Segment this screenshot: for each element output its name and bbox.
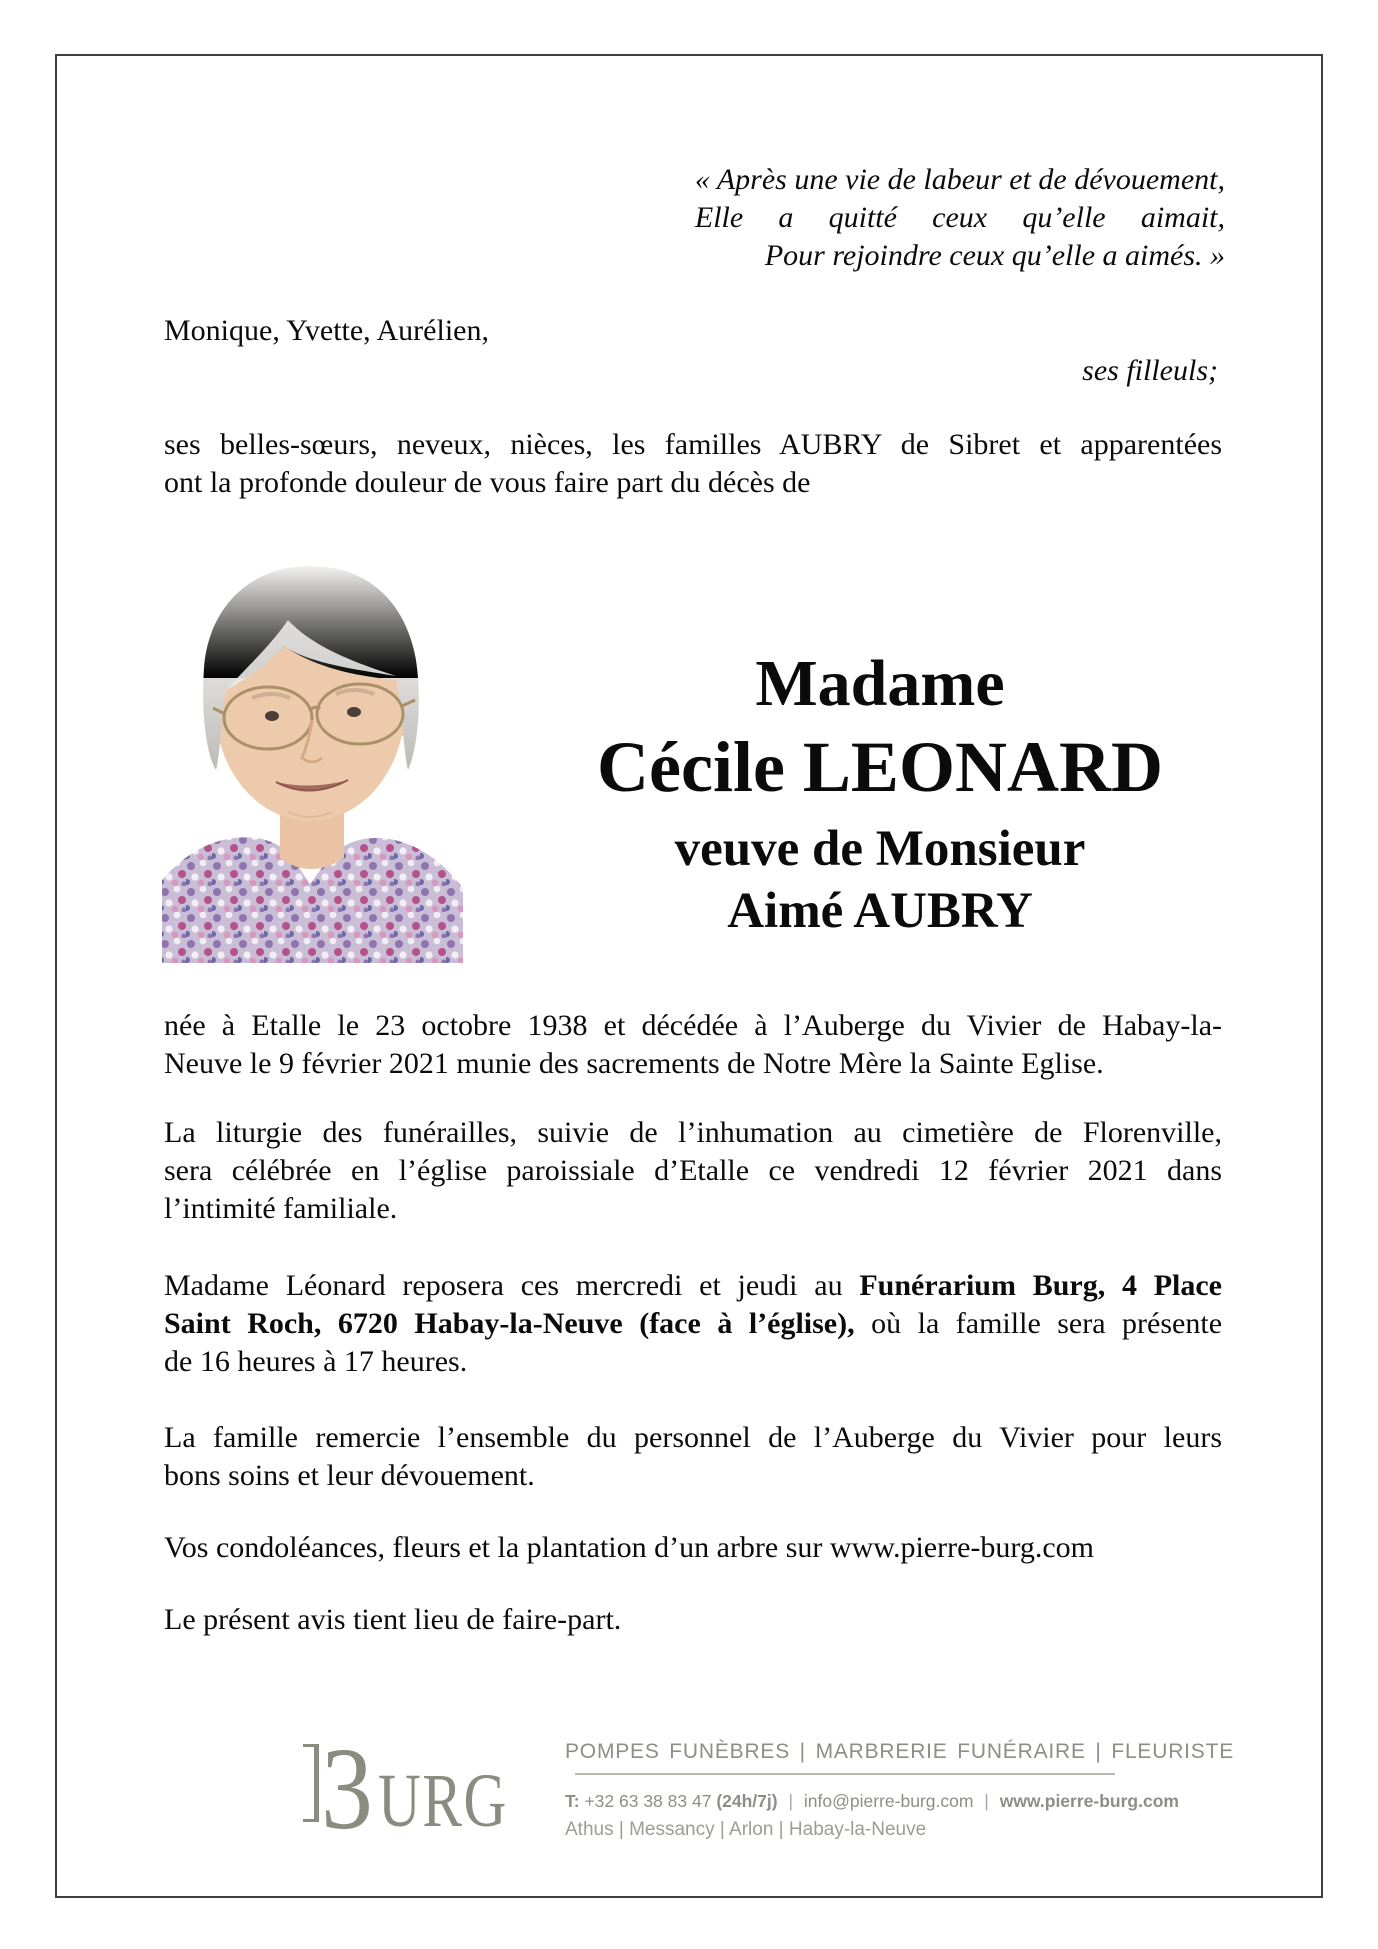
separator: | bbox=[984, 1791, 989, 1811]
paragraph-liturgy: La liturgie des funérailles, suivie de l’inhumation au cimetière de Florenville, sera célébrée en l’église paroissiale d’Etalle ce vendredi 12 février 2021 dans l’intimité familiale. bbox=[164, 1116, 1222, 1225]
godchildren-relation: ses filleuls; bbox=[1082, 354, 1218, 387]
footer-contact bbox=[565, 1791, 1179, 1812]
email-text: info@pierre-burg.com bbox=[803, 1791, 974, 1811]
phone-hours: (24h/7j) bbox=[716, 1791, 778, 1811]
deceased-title: Madame bbox=[755, 647, 1005, 720]
footer-divider bbox=[575, 1773, 1115, 1775]
portrait-photo bbox=[160, 548, 465, 963]
footer-services: POMPES FUNÈBRES | MARBRERIE FUNÉRAIRE | FLEURISTE bbox=[565, 1740, 1235, 1763]
portrait-illustration bbox=[160, 548, 465, 963]
website-text: www.pierre-burg.com bbox=[999, 1791, 1179, 1811]
logo-urg-text: URG bbox=[378, 1759, 508, 1843]
paragraph-thanks: La famille remercie l’ensemble du personnel de l’Auberge du Vivier pour leurs bons soins et leur dévouement. bbox=[164, 1421, 1222, 1492]
logo-b-glyph: 3 bbox=[321, 1723, 373, 1854]
deceased-name-block bbox=[530, 646, 1230, 942]
paragraph-notice: Le présent avis tient lieu de faire-part. bbox=[164, 1603, 622, 1636]
phone-label: T: bbox=[565, 1791, 580, 1811]
separator: | bbox=[788, 1791, 794, 1811]
announcement-paragraph: ses belles-sœurs, neveux, nièces, les familles AUBRY de Sibret et apparentées ont la profonde douleur de vous faire part du décès de bbox=[164, 428, 1222, 499]
footer-info-block bbox=[565, 1740, 1235, 1841]
phone-number: +32 63 38 83 47 bbox=[584, 1791, 712, 1811]
burg-logo bbox=[314, 1723, 529, 1854]
paragraph-repose: Madame Léonard reposera ces mercredi et jeudi au Funérarium Burg, 4 Place Saint Roch, 6720 Habay-la-Neuve (face à l’église), où la famille sera présente de 16 heures à 17 heures. bbox=[164, 1269, 1223, 1378]
godchildren-names: Monique, Yvette, Aurélien, bbox=[164, 314, 489, 347]
opening-quote: « Après une vie de labeur et de dévouement, Elle a quitté ceux qu’elle aimait, Pour rejoindre ceux qu’elle a aimés. » bbox=[694, 163, 1225, 272]
widow-line-2: Aimé AUBRY bbox=[727, 883, 1033, 939]
logo-bar-glyph bbox=[314, 1744, 319, 1822]
paragraph-birth-death: née à Etalle le 23 octobre 1938 et décédée à l’Auberge du Vivier de Habay-la- Neuve le 9 février 2021 munie des sacrements de Notre Mère la Sainte Eglise. bbox=[164, 1009, 1222, 1080]
paragraph-condolences: Vos condoléances, fleurs et la plantation d’un arbre sur www.pierre-burg.com bbox=[164, 1531, 1094, 1564]
widow-line-1: veuve de Monsieur bbox=[674, 821, 1086, 877]
footer-cities: Athus | Messancy | Arlon | Habay-la-Neuve bbox=[565, 1819, 927, 1840]
deceased-name: Cécile LEONARD bbox=[597, 727, 1163, 807]
